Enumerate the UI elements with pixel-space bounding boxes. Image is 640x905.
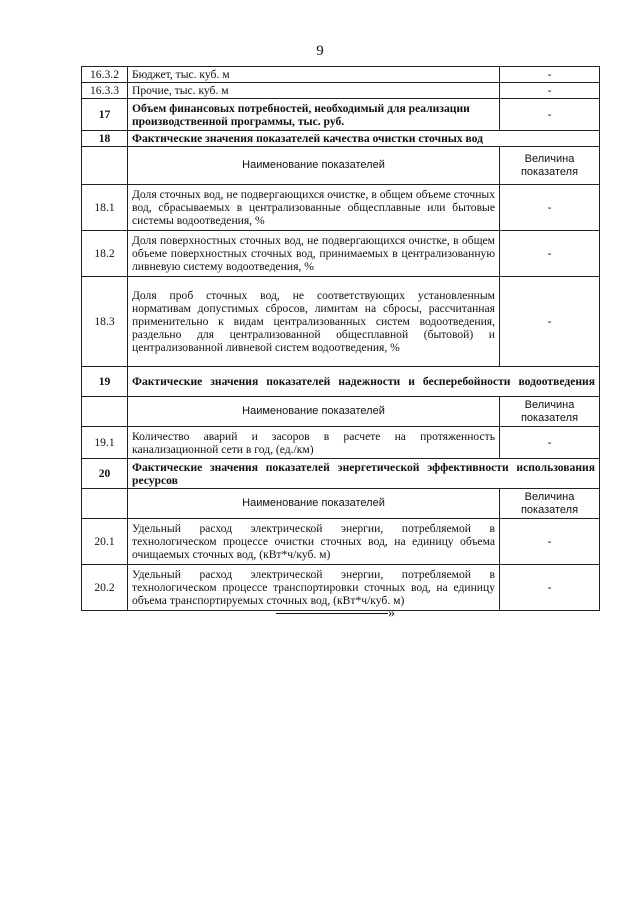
row-value: - (500, 277, 600, 367)
row-description: Количество аварий и засоров в расчете на протяженность канализационной сети в год, (ед./км) (128, 427, 500, 459)
table-row (82, 565, 600, 611)
table-row (82, 277, 600, 367)
row-number: 18.3 (82, 277, 128, 367)
row-value: - (500, 231, 600, 277)
row-description: Объем финансовых потребностей, необходимый для реализации производственной программы, тыс. руб. (128, 99, 500, 131)
table-row (82, 519, 600, 565)
column-header-name: Наименование показателей (128, 147, 500, 185)
section-header-row (82, 367, 600, 397)
empty-cell (82, 397, 128, 427)
row-number: 18.1 (82, 185, 128, 231)
section-number: 18 (82, 131, 128, 147)
underline-divider (276, 613, 388, 614)
row-description: Удельный расход электрической энергии, потребляемой в технологическом процессе очистки сточных вод, на единицу объема очищаемых сточных вод, (кВт*ч/куб. м) (128, 519, 500, 565)
row-number: 16.3.3 (82, 83, 128, 99)
column-header-row (82, 397, 600, 427)
page-number: 9 (316, 43, 324, 59)
column-header-value: Величина показателя (500, 489, 600, 519)
section-header-row (82, 131, 600, 147)
table-row (82, 231, 600, 277)
row-number: 18.2 (82, 231, 128, 277)
section-title: Фактические значения показателей надежности и бесперебойности водоотведения (128, 367, 600, 397)
table-row (82, 99, 600, 131)
empty-cell (82, 147, 128, 185)
table-row (82, 427, 600, 459)
closing-quote: » (388, 606, 395, 621)
row-value: - (500, 99, 600, 131)
section-title: Фактические значения показателей энергетической эффективности использования ресурсов (128, 459, 600, 489)
row-number: 16.3.2 (82, 67, 128, 83)
section-title: Фактические значения показателей качества очистки сточных вод (128, 131, 600, 147)
column-header-name: Наименование показателей (128, 489, 500, 519)
closing-signature-line (276, 606, 402, 622)
row-number: 17 (82, 99, 128, 131)
table-row (82, 185, 600, 231)
row-number: 20.2 (82, 565, 128, 611)
row-value: - (500, 185, 600, 231)
row-description: Прочие, тыс. куб. м (128, 83, 500, 99)
row-description: Удельный расход электрической энергии, потребляемой в технологическом процессе транспортировки сточных вод, на единицу объема транспортируемых сточных вод, (кВт*ч/куб. м) (128, 565, 500, 611)
table-row (82, 67, 600, 83)
row-description: Доля поверхностных сточных вод, не подвергающихся очистке, в общем объеме поверхностных сточных вод, принимаемых в централизованную ливневую систему водоотведения, % (128, 231, 500, 277)
row-description: Доля сточных вод, не подвергающихся очистке, в общем объеме сточных вод, сбрасываемых в централизованные общесплавные или бытовые системы водоотведения, % (128, 185, 500, 231)
row-value: - (500, 565, 600, 611)
section-header-row (82, 459, 600, 489)
row-value: - (500, 427, 600, 459)
row-value: - (500, 67, 600, 83)
column-header-row (82, 489, 600, 519)
column-header-row (82, 147, 600, 185)
row-value: - (500, 83, 600, 99)
row-description: Доля проб сточных вод, не соответствующих установленным нормативам допустимых сбросов, лимитам на сбросы, рассчитанная применительно к видам централизованных систем водоотведения, раздельно для централизованной общесплавной (бытовой) и централизованной ливневой систем водоотведения, % (128, 277, 500, 367)
column-header-value: Величина показателя (500, 147, 600, 185)
row-value: - (500, 519, 600, 565)
table-row (82, 83, 600, 99)
row-number: 19.1 (82, 427, 128, 459)
section-number: 19 (82, 367, 128, 397)
indicators-table (81, 66, 600, 611)
row-description: Бюджет, тыс. куб. м (128, 67, 500, 83)
empty-cell (82, 489, 128, 519)
column-header-name: Наименование показателей (128, 397, 500, 427)
row-number: 20.1 (82, 519, 128, 565)
column-header-value: Величина показателя (500, 397, 600, 427)
section-number: 20 (82, 459, 128, 489)
